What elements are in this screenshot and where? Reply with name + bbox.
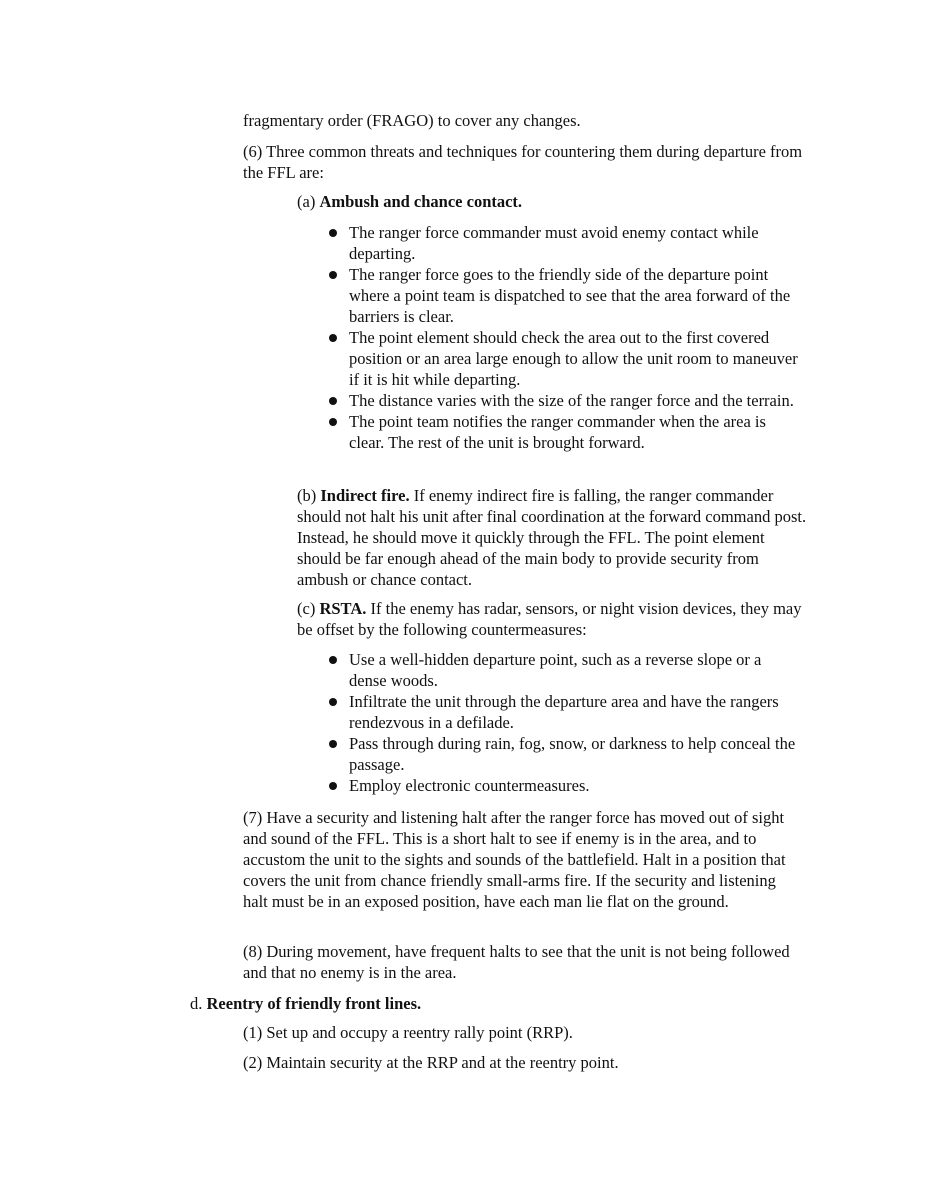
section-d-label: d. xyxy=(190,994,203,1013)
section-d-title: Reentry of friendly front lines. xyxy=(206,994,422,1013)
paragraph-6: (6) Three common threats and techniques for countering them during departure from the FFL are: xyxy=(243,142,803,182)
paragraph-c-text: If the enemy has radar, sensors, or night vision devices, they may be offset by the following countermeasures: xyxy=(297,599,802,639)
paragraph-8: (8) During movement, have frequent halts to see that the unit is not being followed and that no enemy is in the area. xyxy=(243,942,790,982)
subheading-a xyxy=(297,191,807,212)
paragraph-b-indirect-fire xyxy=(297,485,807,590)
list-item: Pass through during rain, fog, snow, or darkness to help conceal the passage. xyxy=(329,733,799,775)
list-item: The point element should check the area out to the first covered position or an area large enough to allow the unit room to maneuver if it is hit while departing. xyxy=(329,327,799,390)
section-d-item-2: (2) Maintain security at the RRP and at the reentry point. xyxy=(243,1053,619,1072)
list-ambush-bullets xyxy=(329,222,799,453)
paragraph-7: (7) Have a security and listening halt after the ranger force has moved out of sight and sound of the FFL. This is a short halt to see if enemy is in the area, and to accustom the unit to the sights and sounds of the battlefield. Halt in a position that covers the unit from chance friendly small-arms fire. If the security and listening halt must be in an exposed position, have each man lie flat on the ground. xyxy=(243,808,786,911)
list-item: The point team notifies the ranger commander when the area is clear. The rest of the unit is brought forward. xyxy=(329,411,799,453)
section-d-item-1: (1) Set up and occupy a reentry rally point (RRP). xyxy=(243,1023,573,1042)
list-item: The distance varies with the size of the ranger force and the terrain. xyxy=(329,390,799,411)
list-item: The ranger force commander must avoid enemy contact while departing. xyxy=(329,222,799,264)
list-rsta-bullets xyxy=(329,649,799,796)
subheading-a-title: Ambush and chance contact. xyxy=(319,192,523,211)
section-d-heading xyxy=(190,993,790,1014)
list-item: Use a well-hidden departure point, such as a reverse slope or a dense woods. xyxy=(329,649,799,691)
paragraph-frago: fragmentary order (FRAGO) to cover any changes. xyxy=(243,111,581,130)
subheading-c-title: RSTA. xyxy=(319,599,367,618)
subheading-a-label: (a) xyxy=(297,192,316,211)
subheading-c-label: (c) xyxy=(297,599,316,618)
paragraph-b-text: If enemy indirect fire is falling, the ranger commander should not halt his unit after final coordination at the forward command post. Instead, he should move it quickly through the FFL. The point element should be far enough ahead of the main body to provide security from ambush or chance contact. xyxy=(297,486,807,589)
paragraph-c-rsta xyxy=(297,598,807,640)
list-item: The ranger force goes to the friendly side of the departure point where a point team is dispatched to see that the area forward of the barriers is clear. xyxy=(329,264,799,327)
list-item: Employ electronic countermeasures. xyxy=(329,775,799,796)
subheading-b-label: (b) xyxy=(297,486,317,505)
subheading-b-title: Indirect fire. xyxy=(320,486,410,505)
list-item: Infiltrate the unit through the departure area and have the rangers rendezvous in a defilade. xyxy=(329,691,799,733)
